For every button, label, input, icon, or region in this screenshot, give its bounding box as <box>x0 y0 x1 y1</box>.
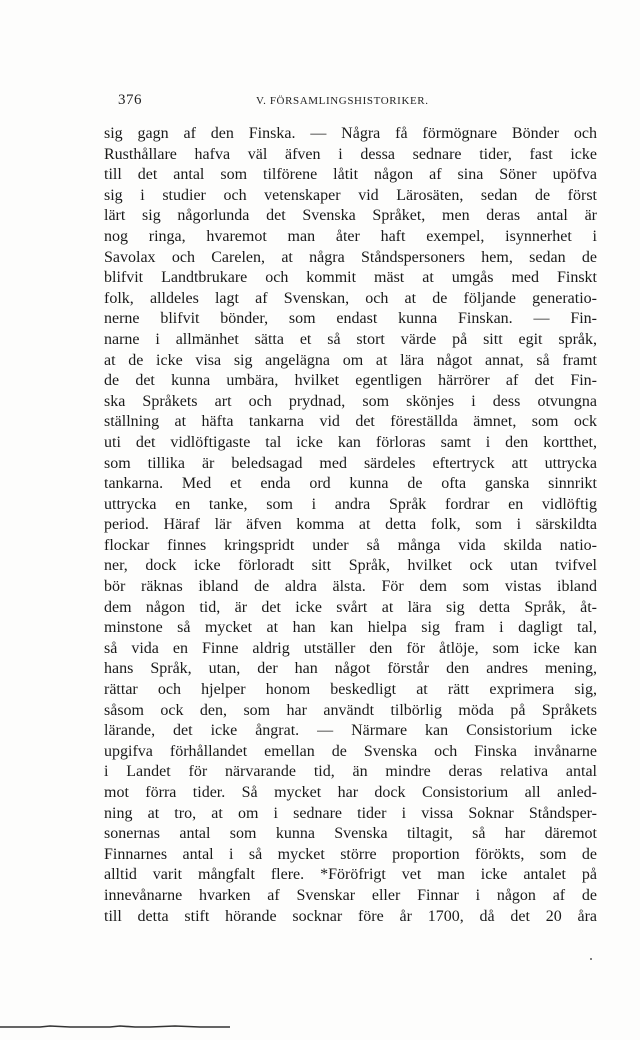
text-line: Rusthållare hafva väl äfven i dessa sednare tider, fast icke <box>104 145 597 163</box>
text-line: uttrycka en tanke, som i andra Språk fordrar en vidlöftig <box>104 495 597 513</box>
text-line: bör räknas ibland de aldra älsta. För dem som vistas ibland <box>104 578 597 596</box>
text-line: Finnarnes antal i så mycket större proportion förökts, som de <box>104 845 597 863</box>
running-head: V. FÖRSAMLINGSHISTORIKER. <box>256 95 429 107</box>
text-line: som tillika är beledsagad med särdeles eftertryck att uttrycka <box>104 454 597 472</box>
text-line: uti det vidlöftigaste tal icke kan förloras samt i den kortthet, <box>104 433 597 451</box>
text-line: lärande, det icke ångrat. — Närmare kan Consistorium icke <box>104 722 597 740</box>
text-line: tankarna. Med et enda ord kunna de ofta ganska sinnrikt <box>104 475 597 493</box>
text-line: sig i studier och vetenskaper vid Lärosäten, sedan de först <box>104 186 597 204</box>
scan-edge-mark <box>0 1025 230 1029</box>
scan-speck <box>590 958 592 960</box>
text-line: folk, alldeles lagt af Svenskan, och at de följande generatio- <box>104 289 597 307</box>
text-line: ska Språkets art och prydnad, som skönjes i dess otvungna <box>104 392 597 410</box>
body-text <box>104 124 597 927</box>
text-line: nog ringa, hvaremot man åter haft exempel, isynnerhet i <box>104 227 597 245</box>
text-line: flockar finnes kringspridt under så många vida skilda natio- <box>104 536 597 554</box>
text-line: blifvit Landtbrukare och kommit mäst at umgås med Finskt <box>104 269 597 287</box>
text-line: rättar och hjelper honom beskedligt at rätt exprimera sig, <box>104 681 597 699</box>
text-line: innevånarne hvarken af Svenskar eller Finnar i någon af de <box>104 886 597 904</box>
text-line: Savolax och Carelen, at några Ståndspersoners hem, sedan de <box>104 248 597 266</box>
text-line: nerne blifvit bönder, som endast kunna Finskan. — Fin- <box>104 310 597 328</box>
text-line: period. Häraf lär äfven komma at detta folk, som i särskildta <box>104 516 597 534</box>
text-line: dem någon tid, är det icke svårt at lära sig detta Språk, åt- <box>104 598 597 616</box>
text-line: alltid varit mångfalt flere. *Föröfrigt vet man icke antalet på <box>104 866 597 884</box>
text-line: mot förra tider. Så mycket har dock Consistorium all anled- <box>104 784 597 801</box>
text-line: så vida en Finne aldrig utställer den för åtlöje, som icke kan <box>104 639 597 657</box>
text-line: sonernas antal som kunna Svenska tiltagit, så har däremot <box>104 825 597 843</box>
text-line: upgifva förhållandet emellan de Svenska och Finska invånarne <box>104 742 597 760</box>
text-line: minstone så mycket at han kan hielpa sig fram i dagligt tal, <box>104 619 597 637</box>
text-line: ner, dock icke förloradt sitt Språk, hvilket ock utan tvifvel <box>104 557 597 575</box>
text-line: at de icke visa sig angelägna om at lära något annat, så framt <box>104 351 597 369</box>
text-line: lärt sig någorlunda det Svenska Språket, men deras antal är <box>104 207 597 225</box>
text-line: till detta stift hörande socknar före år 1700, då det 20 åra <box>104 907 597 925</box>
text-line: hans Språk, utan, der han något förstår den andres mening, <box>104 660 597 678</box>
text-line: de det kunna umbära, hvilket egentligen härrörer af det Fin- <box>104 372 597 390</box>
text-line: i Landet för närvarande tid, än mindre deras relativa antal <box>104 763 597 781</box>
text-line: ställning at häfta tankarna vid det föreställda ämnet, som ock <box>104 413 597 431</box>
page-header <box>104 92 600 112</box>
text-line: narne i allmänhet sätta et så stort värde på sitt egit språk, <box>104 330 597 348</box>
text-line: såsom ock den, som har användt tilbörlig möda på Språkets <box>104 701 597 719</box>
text-line: sig gagn af den Finska. — Några få förmögnare Bönder och <box>104 125 597 142</box>
text-line: ning at tro, at om i sednare tider i vissa Soknar Ståndsper- <box>104 804 597 822</box>
text-line: till det antal som tilförene låtit någon af sina Söner upöfva <box>104 166 597 184</box>
page-number: 376 <box>118 92 142 108</box>
